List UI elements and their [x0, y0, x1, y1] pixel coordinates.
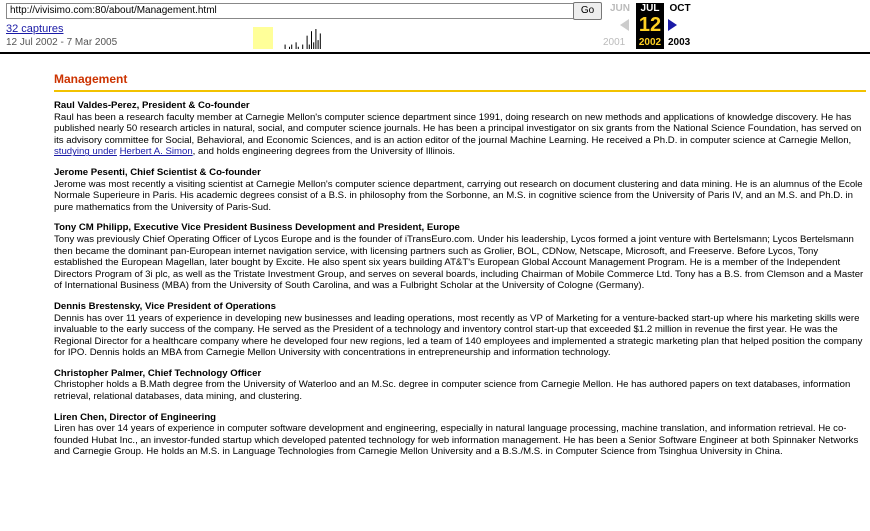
sparkline-bar [302, 45, 303, 49]
person-name: Jerome Pesenti, Chief Scientist & Co-founder [54, 166, 261, 178]
current-month-label: JUL [636, 3, 664, 49]
person-entry [54, 412, 866, 458]
go-button[interactable]: Go [573, 2, 602, 20]
url-input[interactable]: http://vivisimo.com:80/about/Management.html [6, 3, 574, 19]
capture-date-range: 12 Jul 2002 - 7 Mar 2005 [6, 37, 118, 48]
person-entry [54, 301, 866, 359]
person-entry [54, 167, 866, 213]
person-bio [54, 112, 861, 158]
next-capture-arrow-icon[interactable] [668, 19, 677, 31]
next-year[interactable]: 2003 [668, 37, 691, 48]
wayback-toolbar [0, 0, 870, 54]
prev-year: 2001 [603, 37, 626, 48]
current-day: 12 [638, 14, 662, 36]
sparkline-bar [318, 40, 319, 49]
sparkline-bar [291, 45, 292, 49]
person-bio: Tony was previously Chief Operating Officer of Lycos Europe and is the founder of iTransEuro.com. Under his leadership, Lycos formed a joint venture with Bertelsmann; Lycos Bertelsmann then became the dominant pan-European internet navigation service, with licensing partners such as Grolier, BOL, CDNow, Netscape, Microsoft, and Freeserve. Before Lycos, Tony established the European Magellan, later bought by Excite. He also spent six years building AT&T's European Global Account Management Program. He is a member of the Independent Directors Program of 3i plc, as well as the Tristate Investment Group, and serves on several boards, including Chairman of Mobile Commerce Ltd. Tony has a B.S. from Clemson and a Master of International Business (MBA) from the University of South Carolina, and was a Fulbright Scholar at the University of Cologne (Germany). [54, 233, 864, 292]
title-divider [54, 90, 866, 92]
bio-text: , and holds engineering degrees from the University of Illinois. [192, 146, 456, 158]
person-name: Liren Chen, Director of Engineering [54, 411, 217, 423]
herbert-simon-link[interactable]: Herbert A. Simon [119, 146, 193, 158]
person-bio: Christopher holds a B.Math degree from the University of Waterloo and an M.Sc. degree in computer science from Carnegie Mellon. He has authored papers on text databases, information retrieval, relational databases, data mining, and clustering. [54, 379, 851, 403]
captures-link[interactable]: 32 captures [6, 23, 64, 35]
sparkline-bar [285, 45, 286, 49]
person-entry [54, 100, 866, 158]
bio-text: Raul has been a research faculty member at Carnegie Mellon's computer science department since 1991, doing research on new methods and applications of knowledge discovery. He has published nearly 50 research articles in natural, social, and computer science journals. He has been a principal investigator on six grants from the National Science Foundation, has served on its advisory committee for Social, Behavioral, and Economic Sciences, and is an action editor of the journal Machine Learning. He received a Ph.D. in computer science at Carnegie Mellon, [54, 111, 862, 146]
prev-capture-arrow-icon [620, 19, 629, 31]
person-entry [54, 222, 866, 292]
sparkline-bar [315, 29, 316, 49]
person-name: Dennis Brestensky, Vice President of Operations [54, 300, 276, 312]
sparkline-bar [311, 31, 312, 49]
sparkline-bar [309, 45, 310, 49]
person-name: Raul Valdes-Perez, President & Co-founder [54, 100, 250, 111]
sparkline-bar [307, 36, 308, 49]
sparkline-bar [313, 42, 314, 49]
prev-month-label: JUN [609, 3, 630, 14]
page-title: Management [54, 72, 128, 86]
current-year: 2002 [638, 37, 662, 48]
person-entry [54, 368, 866, 403]
person-bio: Jerome was most recently a visiting scientist at Carnegie Mellon's computer science department, carrying out research on document clustering and data mining. He is an alumnus of the Ecole Normale Superieure in Paris. His academic degrees consist of a B.S. in philosophy from the Sorbonne, an M.S. in cognitive science from the University of Paris IV, and an M.S. and Ph.D. in pure mathematics from the University of Paris-Sud. [54, 178, 863, 213]
person-name: Tony CM Philipp, Executive Vice President Business Development and President, Europe [54, 222, 460, 234]
sparkline-bar [289, 47, 290, 49]
sparkline-bar [296, 42, 297, 49]
studying-under-link[interactable]: studying under [54, 146, 117, 158]
person-name: Christopher Palmer, Chief Technology Officer [54, 367, 262, 379]
sparkline-bar [320, 33, 321, 49]
sparkline-bar [298, 47, 299, 49]
person-bio: Liren has over 14 years of experience in computer software development and engineering, especially in natural language processing, machine translation, and information retrieval. He co-founded Hubat Inc., an investor-funded startup which developed patented technology for web information management. He has been a Senior Software Engineer at both Spinnaker Networks and Carnegie Group. He holds an M.S. in Language Technologies from Carnegie Mellon University and a B.S./M.S. in Computer Science from Tsinghua University in China. [54, 423, 859, 458]
person-bio: Dennis has over 11 years of experience in developing new businesses and leading operations, most recently as VP of Marketing for a venture-backed start-up where his marketing skills were invaluable to the early success of the company. He served as the President of a technology and inventory control start-up that exceeded $1.2 million in revenue the first year. He was the Regional Director for a healthcare company where he developed four new regions, led a team of 140 employees and implemented a strategic marketing plan that helped position the company for IPO. Dennis holds an MBA from Carnegie Mellon University with concentrations in entrepreneurship and information technology. [54, 312, 863, 359]
page-content [54, 58, 866, 467]
captures-sparkline[interactable] [253, 25, 325, 49]
next-month-label[interactable]: OCT [669, 3, 691, 14]
